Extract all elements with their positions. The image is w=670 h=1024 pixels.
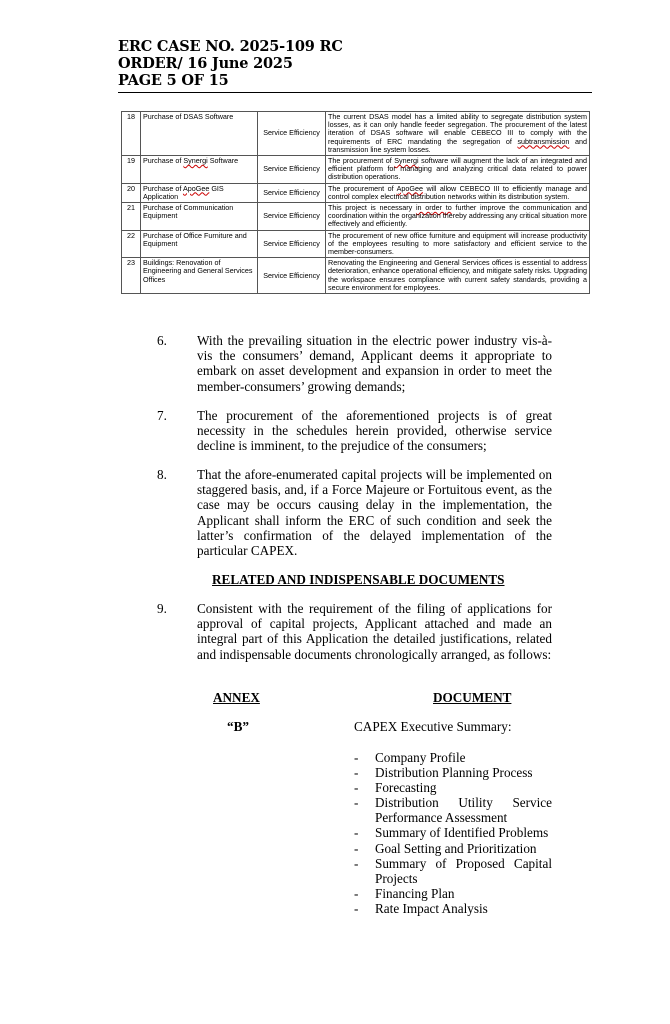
list-item [354, 765, 552, 780]
item-label: Company Profile [375, 750, 466, 765]
row-number: 22 [122, 230, 141, 258]
row-number: 18 [122, 112, 141, 156]
paragraph-number: 6. [157, 333, 167, 348]
capex-table [121, 111, 590, 294]
project-category: Service Efficiency [258, 156, 326, 184]
spellcheck-mark: in order to [415, 203, 452, 213]
table-row [122, 203, 590, 231]
project-category: Service Efficiency [258, 183, 326, 202]
item-label: Financing Plan [375, 885, 455, 901]
order-date: ORDER/ 16 June 2025 [118, 55, 293, 72]
project-category: Service Efficiency [258, 258, 326, 294]
item-label: Goal Setting and Prioritization [375, 840, 537, 856]
project-category: Service Efficiency [258, 203, 326, 231]
paragraph-text: The procurement of the aforementioned projects is of great necessity in the schedules herein provided, otherwise service decline is imminent, to the prejudice of the consumers; [197, 408, 552, 454]
row-number: 20 [122, 183, 141, 202]
table-row [122, 258, 590, 294]
project-justification: The procurement of ApoGee will allow CEBECO III to efficiently manage and control complex electrical distribution networks within its distribution system. [326, 183, 590, 202]
header-divider [118, 92, 592, 93]
project-justification: Renovating the Engineering and General Services offices is essential to address deterioration, enhance operational efficiency, and mitigate safety risks. Upgrading the workspace ensures compliance with current safety standards, providing a secure environment for employees. [326, 258, 590, 294]
project-name: Purchase of ApoGee GIS Application [141, 183, 258, 202]
project-name: Buildings: Renovation of Engineering and General Services Offices [141, 258, 258, 294]
paragraph-text: Consistent with the requirement of the filing of applications for approval of capital projects, Applicant attached and made an integral part of this Application the detailed justifications, related and indispensable documents chronologically arranged, as follows: [197, 601, 552, 662]
dash-bullet: - [354, 855, 359, 871]
paragraph-number: 7. [157, 408, 167, 423]
project-name: Purchase of DSAS Software [141, 112, 258, 156]
spellcheck-mark: subtransmission [517, 136, 570, 146]
list-item [354, 825, 552, 840]
document-header [118, 38, 343, 89]
row-number: 23 [122, 258, 141, 294]
item-label: Rate Impact Analysis [375, 900, 488, 916]
list-item [354, 780, 552, 795]
list-item [354, 886, 552, 901]
document-column-header: DOCUMENT [433, 690, 512, 705]
dash-bullet: - [354, 795, 359, 811]
project-justification: The procurement of new office furniture and equipment will increase productivity of the employees resulting to more satisfactory and efficient service to the member-consumers. [326, 230, 590, 258]
dash-bullet: - [354, 840, 359, 856]
dash-bullet: - [354, 750, 359, 765]
dash-bullet: - [354, 885, 359, 901]
project-category: Service Efficiency [258, 230, 326, 258]
section-title: RELATED AND INDISPENSABLE DOCUMENTS [212, 572, 505, 587]
table-row [122, 183, 590, 202]
annex-column-header: ANNEX [213, 690, 260, 705]
project-justification: The current DSAS model has a limited ability to segregate distribution system losses, as it can only handle feeder segregation. The procurement of the latest iteration of DSAS software will enable CEBECO III to comply with the requirements of ERC mandating the segregation of subtransmission and transmission line system losses. [326, 112, 590, 156]
dash-bullet: - [354, 765, 359, 781]
spellcheck-mark: Synergi [183, 156, 208, 166]
paragraph-number: 9. [157, 601, 167, 616]
spellcheck-mark: ApoGee [396, 183, 424, 193]
item-label: Distribution Planning Process [375, 765, 533, 781]
list-item [354, 856, 552, 886]
row-number: 21 [122, 203, 141, 231]
spellcheck-mark: Synergi [394, 156, 419, 166]
item-label: Summary of Proposed Capital Projects [375, 855, 552, 886]
paragraph-number: 8. [157, 467, 167, 482]
table-row [122, 230, 590, 258]
project-justification: This project is necessary in order to further improve the communication and coordination within the organization thereby addressing any critical situation more effectively and efficiently. [326, 203, 590, 231]
dash-bullet: - [354, 780, 359, 796]
paragraph-text: With the prevailing situation in the electric power industry vis-à-vis the consumers’ demand, Applicant deems it appropriate to embark on asset development and expansion in order to meet the member-consumers’ growing demands; [197, 333, 552, 394]
table-row [122, 112, 590, 156]
annex-letter: “B” [227, 719, 249, 734]
list-item [354, 841, 552, 856]
list-item [354, 750, 552, 765]
dash-bullet: - [354, 825, 359, 841]
item-label: Forecasting [375, 780, 437, 796]
row-number: 19 [122, 156, 141, 184]
item-label: Distribution Utility Service Performance Assessment [375, 795, 552, 826]
project-name: Purchase of Synergi Software [141, 156, 258, 184]
project-justification: The procurement of Synergi software will augment the lack of an integrated and efficient platform for managing and analyzing critical data related to power distribution operations. [326, 156, 590, 184]
project-name: Purchase of Communication Equipment [141, 203, 258, 231]
project-name: Purchase of Office Furniture and Equipment [141, 230, 258, 258]
project-category: Service Efficiency [258, 112, 326, 156]
item-label: Summary of Identified Problems [375, 825, 549, 841]
case-number: ERC CASE NO. 2025-109 RC [118, 38, 343, 55]
document-item-list [354, 750, 552, 916]
dash-bullet: - [354, 900, 359, 916]
paragraph-text: That the afore-enumerated capital projects will be implemented on staggered basis, and, if a Force Majeure or Fortuitous event, as the case may be occurs causing delay in the implementation, the Applicant shall inform the ERC of such condition and seek the latter’s confirmation of the delayed implementation of the particular CAPEX. [197, 467, 552, 559]
list-item [354, 901, 552, 916]
spellcheck-mark: ApoGee [182, 183, 210, 193]
table-row [122, 156, 590, 184]
list-item [354, 795, 552, 825]
document-title: CAPEX Executive Summary: [354, 719, 512, 734]
page-number: PAGE 5 OF 15 [118, 72, 229, 89]
